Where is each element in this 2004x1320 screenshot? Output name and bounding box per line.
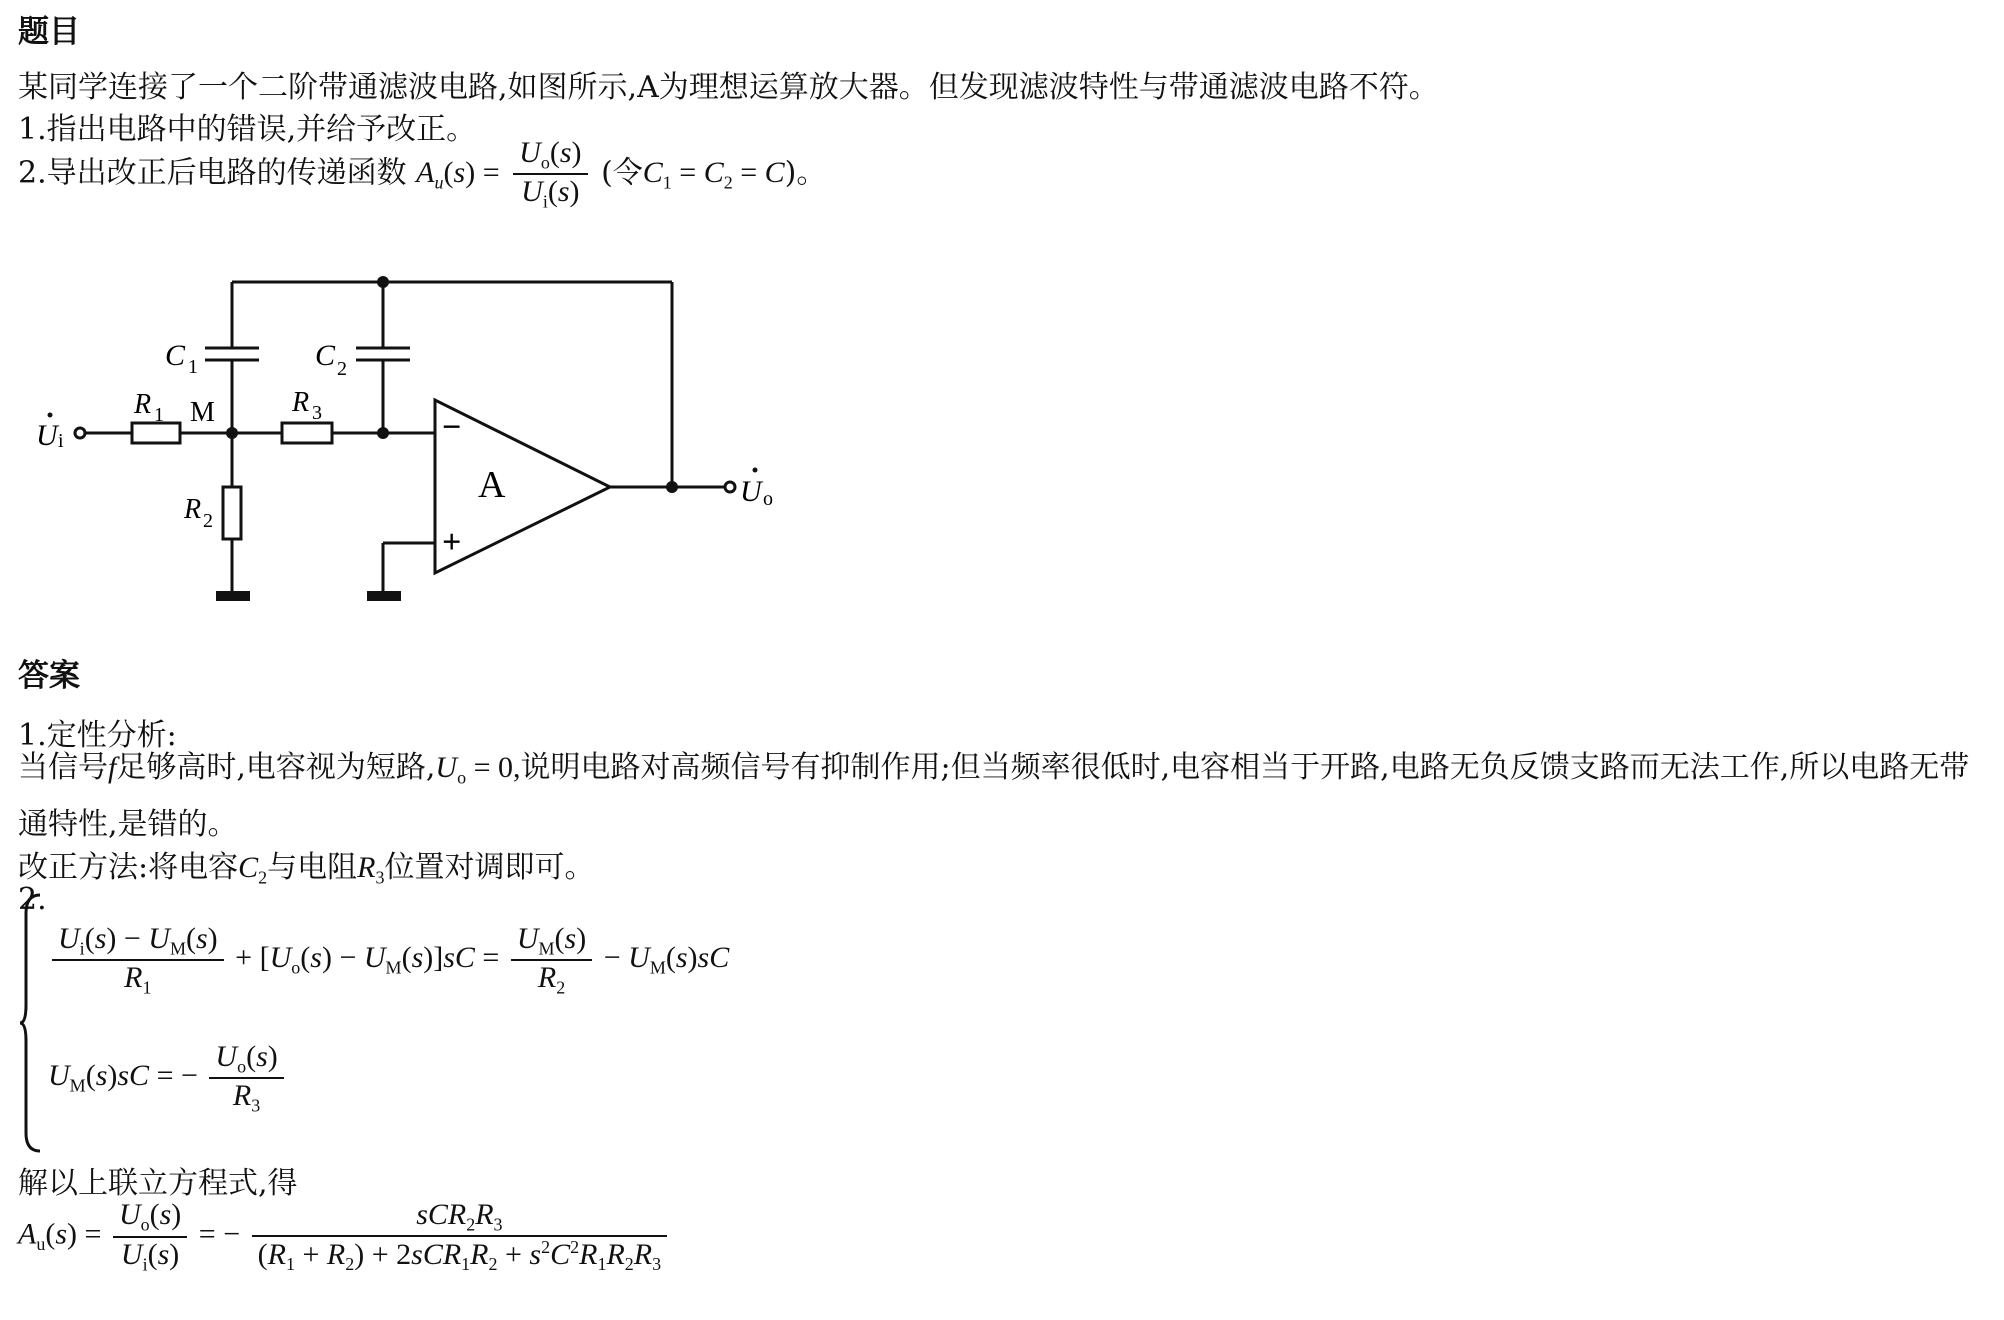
- label-r1: R: [134, 389, 152, 420]
- eq2-frac: $\frac{U_o(s)}{R_3}$: [209, 1040, 283, 1117]
- label-node-m: M: [190, 397, 215, 428]
- output-dot-accent: [753, 468, 758, 473]
- eq1-frac-2: $\frac{U_M(s)}{R_2}$: [511, 922, 592, 999]
- solve-text: 解以上联立方程式,得: [18, 1166, 298, 1201]
- resistor-r1: [132, 423, 180, 443]
- resistor-r2: [223, 487, 241, 539]
- capacitor-condition: $C_1 = C_2 = C$: [642, 156, 785, 193]
- question-line-3-suffix: (令: [601, 155, 643, 191]
- label-output: U: [740, 475, 762, 508]
- output-terminal: [725, 482, 735, 492]
- part1-text-b: 足够高时,电容视为短路,: [116, 750, 436, 785]
- part1-text-c: 说明电路对高频信号有抑制作用;但当频率很低时,电容相当于开路,电路无负反馈支路而无法工作,所以电路无带通特性,是错的。: [18, 750, 1970, 843]
- label-r1-sub: 1: [154, 404, 164, 426]
- answer-part1-text: [18, 744, 1988, 849]
- eq1-frac-1: $\frac{U_i(s) - U_M(s)}{R_1}$: [52, 922, 224, 999]
- answer-heading: 答案: [18, 658, 80, 694]
- input-dot-accent: [48, 413, 53, 418]
- label-minus: −: [442, 409, 462, 446]
- transfer-fraction: $\frac{U_o(s)}{U_i(s)}$: [513, 136, 587, 213]
- question-line-3: [18, 136, 826, 213]
- label-input-sub: i: [58, 430, 64, 452]
- part1-text-a: 当信号: [18, 750, 108, 785]
- ground-opamp: [367, 591, 401, 601]
- final-result: $A_u(s)$ = $\frac{U_o(s)}{U_i(s)}$ = − $\frac{sCR_2R_3}{(R_1 + R_2) + 2sCR_1R_2 + s^2C^2R_1R_2R_3}$: [18, 1198, 671, 1275]
- label-r2-sub: 2: [203, 510, 213, 532]
- label-c1-sub: 1: [188, 356, 198, 378]
- node-top-dot: [377, 276, 389, 288]
- equation-2: $U_M(s)sC$ = − $\frac{U_o(s)}{R_3}$: [48, 1040, 288, 1117]
- question-heading: 题目: [18, 14, 80, 50]
- final-frac-1: $\frac{U_o(s)}{U_i(s)}$: [113, 1198, 187, 1275]
- label-output-sub: o: [763, 488, 773, 510]
- label-c2-sub: 2: [337, 358, 347, 380]
- node-inverting-dot: [377, 427, 389, 439]
- answer-part2-title: 2.: [18, 882, 47, 917]
- resistor-r3: [282, 423, 332, 443]
- question-line-1: 某同学连接了一个二阶带通滤波电路,如图所示,A为理想运算放大器。但发现滤波特性与带通滤波电路不符。: [18, 70, 1439, 105]
- label-c1: C: [165, 339, 186, 372]
- node-m-dot: [226, 427, 238, 439]
- input-terminal: [75, 428, 85, 438]
- label-plus: +: [442, 524, 462, 561]
- fix-text-c: 位置对调即可。: [384, 850, 595, 885]
- label-c2: C: [315, 339, 336, 372]
- question-line-2: 1.指出电路中的错误,并给予改正。: [18, 112, 477, 147]
- node-output-dot: [666, 481, 678, 493]
- label-amp: A: [478, 464, 506, 506]
- question-line-3-end: )。: [784, 155, 827, 191]
- uo-zero: $U_o = 0$,: [435, 751, 521, 788]
- equation-1: $\frac{U_i(s) - U_M(s)}{R_1}$ + $[U_o(s) - U_M(s)]sC$ = $\frac{U_M(s)}{R_2}$ − $U_M(s)sC$: [48, 922, 729, 999]
- circuit-diagram: [30, 265, 790, 615]
- equation-brace: [18, 893, 44, 1153]
- label-r3: R: [292, 387, 310, 418]
- fix-c2: $C_2$: [238, 851, 268, 888]
- fix-text-b: 与电阻: [267, 850, 358, 885]
- fix-r3: $R_3$: [357, 851, 385, 888]
- label-r3-sub: 3: [312, 402, 322, 424]
- answer-fix-line: [18, 842, 594, 888]
- question-line-3-prefix: 2.导出改正后电路的传递函数: [18, 155, 407, 191]
- transfer-function-label: $A_u(s)$ =: [416, 156, 500, 193]
- label-input: U: [36, 419, 58, 452]
- label-r2: R: [184, 494, 202, 525]
- final-frac-2: $\frac{sCR_2R_3}{(R_1 + R_2) + 2sCR_1R_2 + s^2C^2R_1R_2R_3}$: [252, 1198, 667, 1275]
- freq-symbol: f: [108, 751, 117, 784]
- fix-text-a: 改正方法:将电容: [18, 850, 239, 885]
- ground-r2: [216, 591, 250, 601]
- answer-part1-title: 1.定性分析:: [18, 718, 177, 753]
